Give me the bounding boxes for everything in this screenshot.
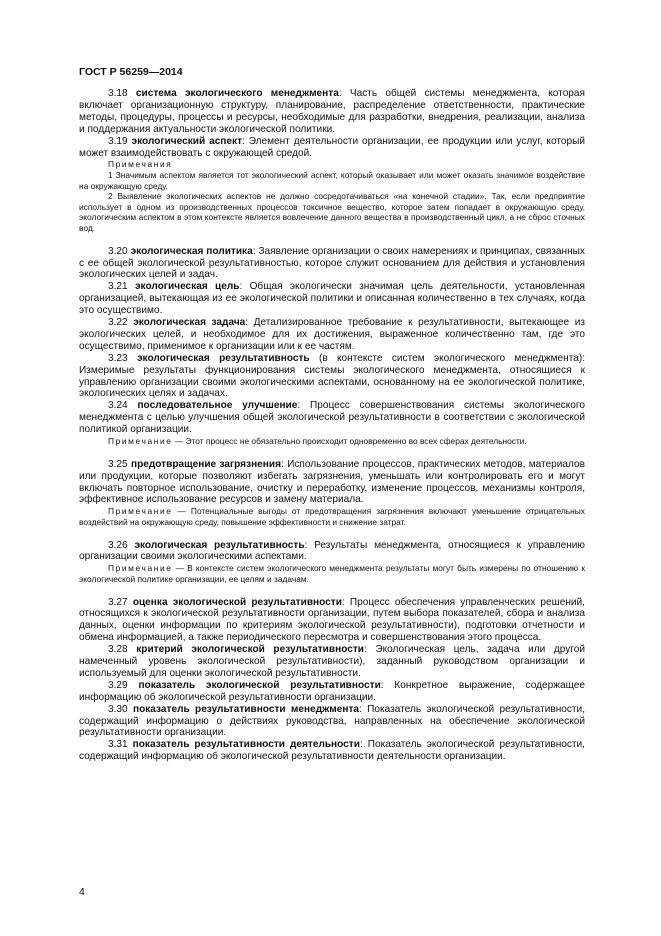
term-3-19 bbox=[79, 136, 585, 160]
note-text: — Этот процесс не обязательно происходит одновременно во всех сферах деятельности. bbox=[172, 436, 527, 447]
term-definition: : Детализированное требование к результативности, вытекающее из экологических целей, и необходимое для их достижения, выраженное количественно там, где это осуществимо, применимое к организации или к ее частям. bbox=[79, 317, 585, 352]
term-name: экологическая задача bbox=[133, 317, 246, 329]
term-definition: : Часть общей системы менеджмента, которая включает организационную структуру, планирование, распределение ответственности, практические методы, процедуры, процессы и ресурсы, необходимые для разработки, внедрения, реализации, анализа и поддержания актуальности экологической политики. bbox=[79, 88, 585, 135]
note-text: — В контексте систем экологического менеджмента результаты могут быть измерены по отношению к экологической политике организации, ее целям и задачам. bbox=[79, 563, 585, 584]
term-number: 3.28 bbox=[108, 644, 128, 656]
note-label: Примечание bbox=[108, 436, 173, 447]
term-name: оценка экологической результативности bbox=[132, 596, 342, 608]
term-name: экологическая цель bbox=[134, 281, 240, 293]
term-definition: : Конкретное выражение, содержащее информацию об экологической результативности организации. bbox=[79, 679, 585, 703]
note-label: Примечание bbox=[108, 506, 173, 517]
term-number: 3.20 bbox=[108, 245, 128, 257]
term-definition: : Процесс совершенствования системы экологического менеджмента с целью улучшения общей экологической результативности в соответствии с экологической политикой организации. bbox=[79, 400, 585, 436]
term-name: экологическая результативность bbox=[134, 539, 305, 551]
term-number: 3.21 bbox=[108, 281, 128, 293]
document-header: ГОСТ Р 56259—2014 bbox=[79, 66, 183, 78]
note-label: Примечание bbox=[108, 563, 173, 574]
note-text: — Потенциальные выгоды от предотвращения загрязнения включают уменьшение отрицательных воздействий на окружающую среду, повышение эффективности и снижение затрат. bbox=[79, 506, 585, 527]
term-3-18 bbox=[79, 88, 585, 136]
term-number: 3.23 bbox=[108, 352, 128, 364]
term-name: экологический аспект bbox=[131, 135, 243, 147]
term-name: предотвращение загрязнения bbox=[130, 458, 281, 470]
term-3-21 bbox=[79, 281, 585, 317]
term-3-28 bbox=[79, 644, 585, 680]
term-3-22 bbox=[79, 317, 585, 353]
term-3-31 bbox=[79, 739, 585, 763]
term-number: 3.31 bbox=[108, 739, 128, 751]
term-number: 3.25 bbox=[108, 458, 128, 470]
term-number: 3.24 bbox=[108, 400, 128, 412]
term-definition: : Процесс обеспечения управленческих решений, относящихся к экологической результативности организации, путем выбора показателей, сбора и анализа данных, оценки информации по критериям экологической результативности), подготовки отчетности и обмена информацией, а также периодического пересмотра и совершенствования этого процесса. bbox=[79, 596, 585, 644]
term-name: показатель результативности менеджмента bbox=[132, 703, 360, 715]
term-name: экологическая результативность bbox=[136, 352, 310, 364]
term-3-24 bbox=[79, 400, 585, 436]
notes-heading: Примечания bbox=[108, 159, 173, 170]
note-1: 1 Значимым аспектом является тот экологический аспект, который оказывает или может оказать значимое воздействие на окружающую среду. bbox=[79, 170, 585, 191]
term-3-29 bbox=[79, 680, 585, 704]
term-definition: : Показатель экологической результативности, содержащий информацию о действиях руководства, направленных на обеспечение экологической результативности организации. bbox=[79, 703, 585, 739]
term-definition: : Результаты менеджмента, относящиеся к управлению организации своими экологическими аспектами. bbox=[79, 539, 585, 563]
term-name: последовательное улучшение bbox=[137, 400, 298, 412]
term-name: показатель экологической результативности bbox=[138, 679, 381, 691]
page-number: 4 bbox=[79, 886, 85, 898]
document-body bbox=[79, 88, 585, 763]
note-3-25 bbox=[79, 506, 585, 527]
term-number: 3.18 bbox=[108, 88, 128, 99]
term-number: 3.26 bbox=[108, 539, 128, 551]
term-name: критерий экологической результативности bbox=[136, 644, 364, 656]
term-number: 3.19 bbox=[108, 135, 128, 147]
term-definition: (в контексте систем экологического менеджмента): Измеримые результаты функционирования системы экологического менеджмента, относящиеся к управлению организации своими экологическими аспектами, основанному на ее экологической политике, экологических целях и задачах. bbox=[79, 352, 585, 400]
term-name: система экологического менеджмента bbox=[135, 88, 339, 99]
term-name: показатель результативности деятельности bbox=[132, 739, 360, 751]
term-definition: : Заявление организации о своих намерениях и принципах, связанных с ее общей экологической результативностью, которое служит основанием для действия и установления экологических целей и задач. bbox=[79, 245, 585, 281]
term-number: 3.22 bbox=[108, 317, 128, 329]
term-3-25 bbox=[79, 459, 585, 507]
term-number: 3.29 bbox=[108, 679, 128, 691]
term-number: 3.27 bbox=[108, 596, 128, 608]
term-definition: : Общая экологически значимая цель деятельности, установленная организацией, вытекающая из ее экологической политики и описанная количественно в тех случаях, когда это осуществимо. bbox=[79, 281, 586, 317]
term-name: экологическая политика bbox=[130, 245, 253, 257]
term-3-23 bbox=[79, 353, 585, 401]
term-definition: : Показатель экологической результативности, содержащий информацию об экологической результативности деятельности организации. bbox=[79, 739, 585, 763]
term-definition: : Использование процессов, практических методов, материалов или продукции, которые позволяют избегать загрязнения, уменьшать или контролировать его и могут включать повторное использование, очистку и переработку, изменение процессов, механизмы контроля, эффективное использование ресурсов и замену материала. bbox=[79, 458, 585, 506]
term-3-27 bbox=[79, 597, 585, 645]
note-3-26 bbox=[79, 563, 585, 584]
note-2: 2 Выявление экологических аспектов не должно сосредотачиваться «на конечной стадии». Так, если предприятие использует в одном из производственных процессов токсичное вещество, которое затем попадает в окружающую среду, экологическим аспектом в этом контексте является вовлечение данного вещества в производственный цикл, а не сброс сточных вод. bbox=[79, 191, 585, 233]
term-3-20 bbox=[79, 246, 585, 282]
term-definition: : Элемент деятельности организации, ее продукции или услуг, который может взаимодействовать с окружающей средой. bbox=[79, 135, 585, 159]
term-definition: : Экологическая цель, задача или другой намеченный уровень экологической результативности), заданный руководством организации и используемый для оценки экологической результативности. bbox=[79, 644, 586, 679]
term-3-30 bbox=[79, 704, 585, 740]
term-3-26 bbox=[79, 540, 585, 564]
note-3-24 bbox=[79, 436, 585, 447]
term-number: 3.30 bbox=[108, 703, 128, 715]
